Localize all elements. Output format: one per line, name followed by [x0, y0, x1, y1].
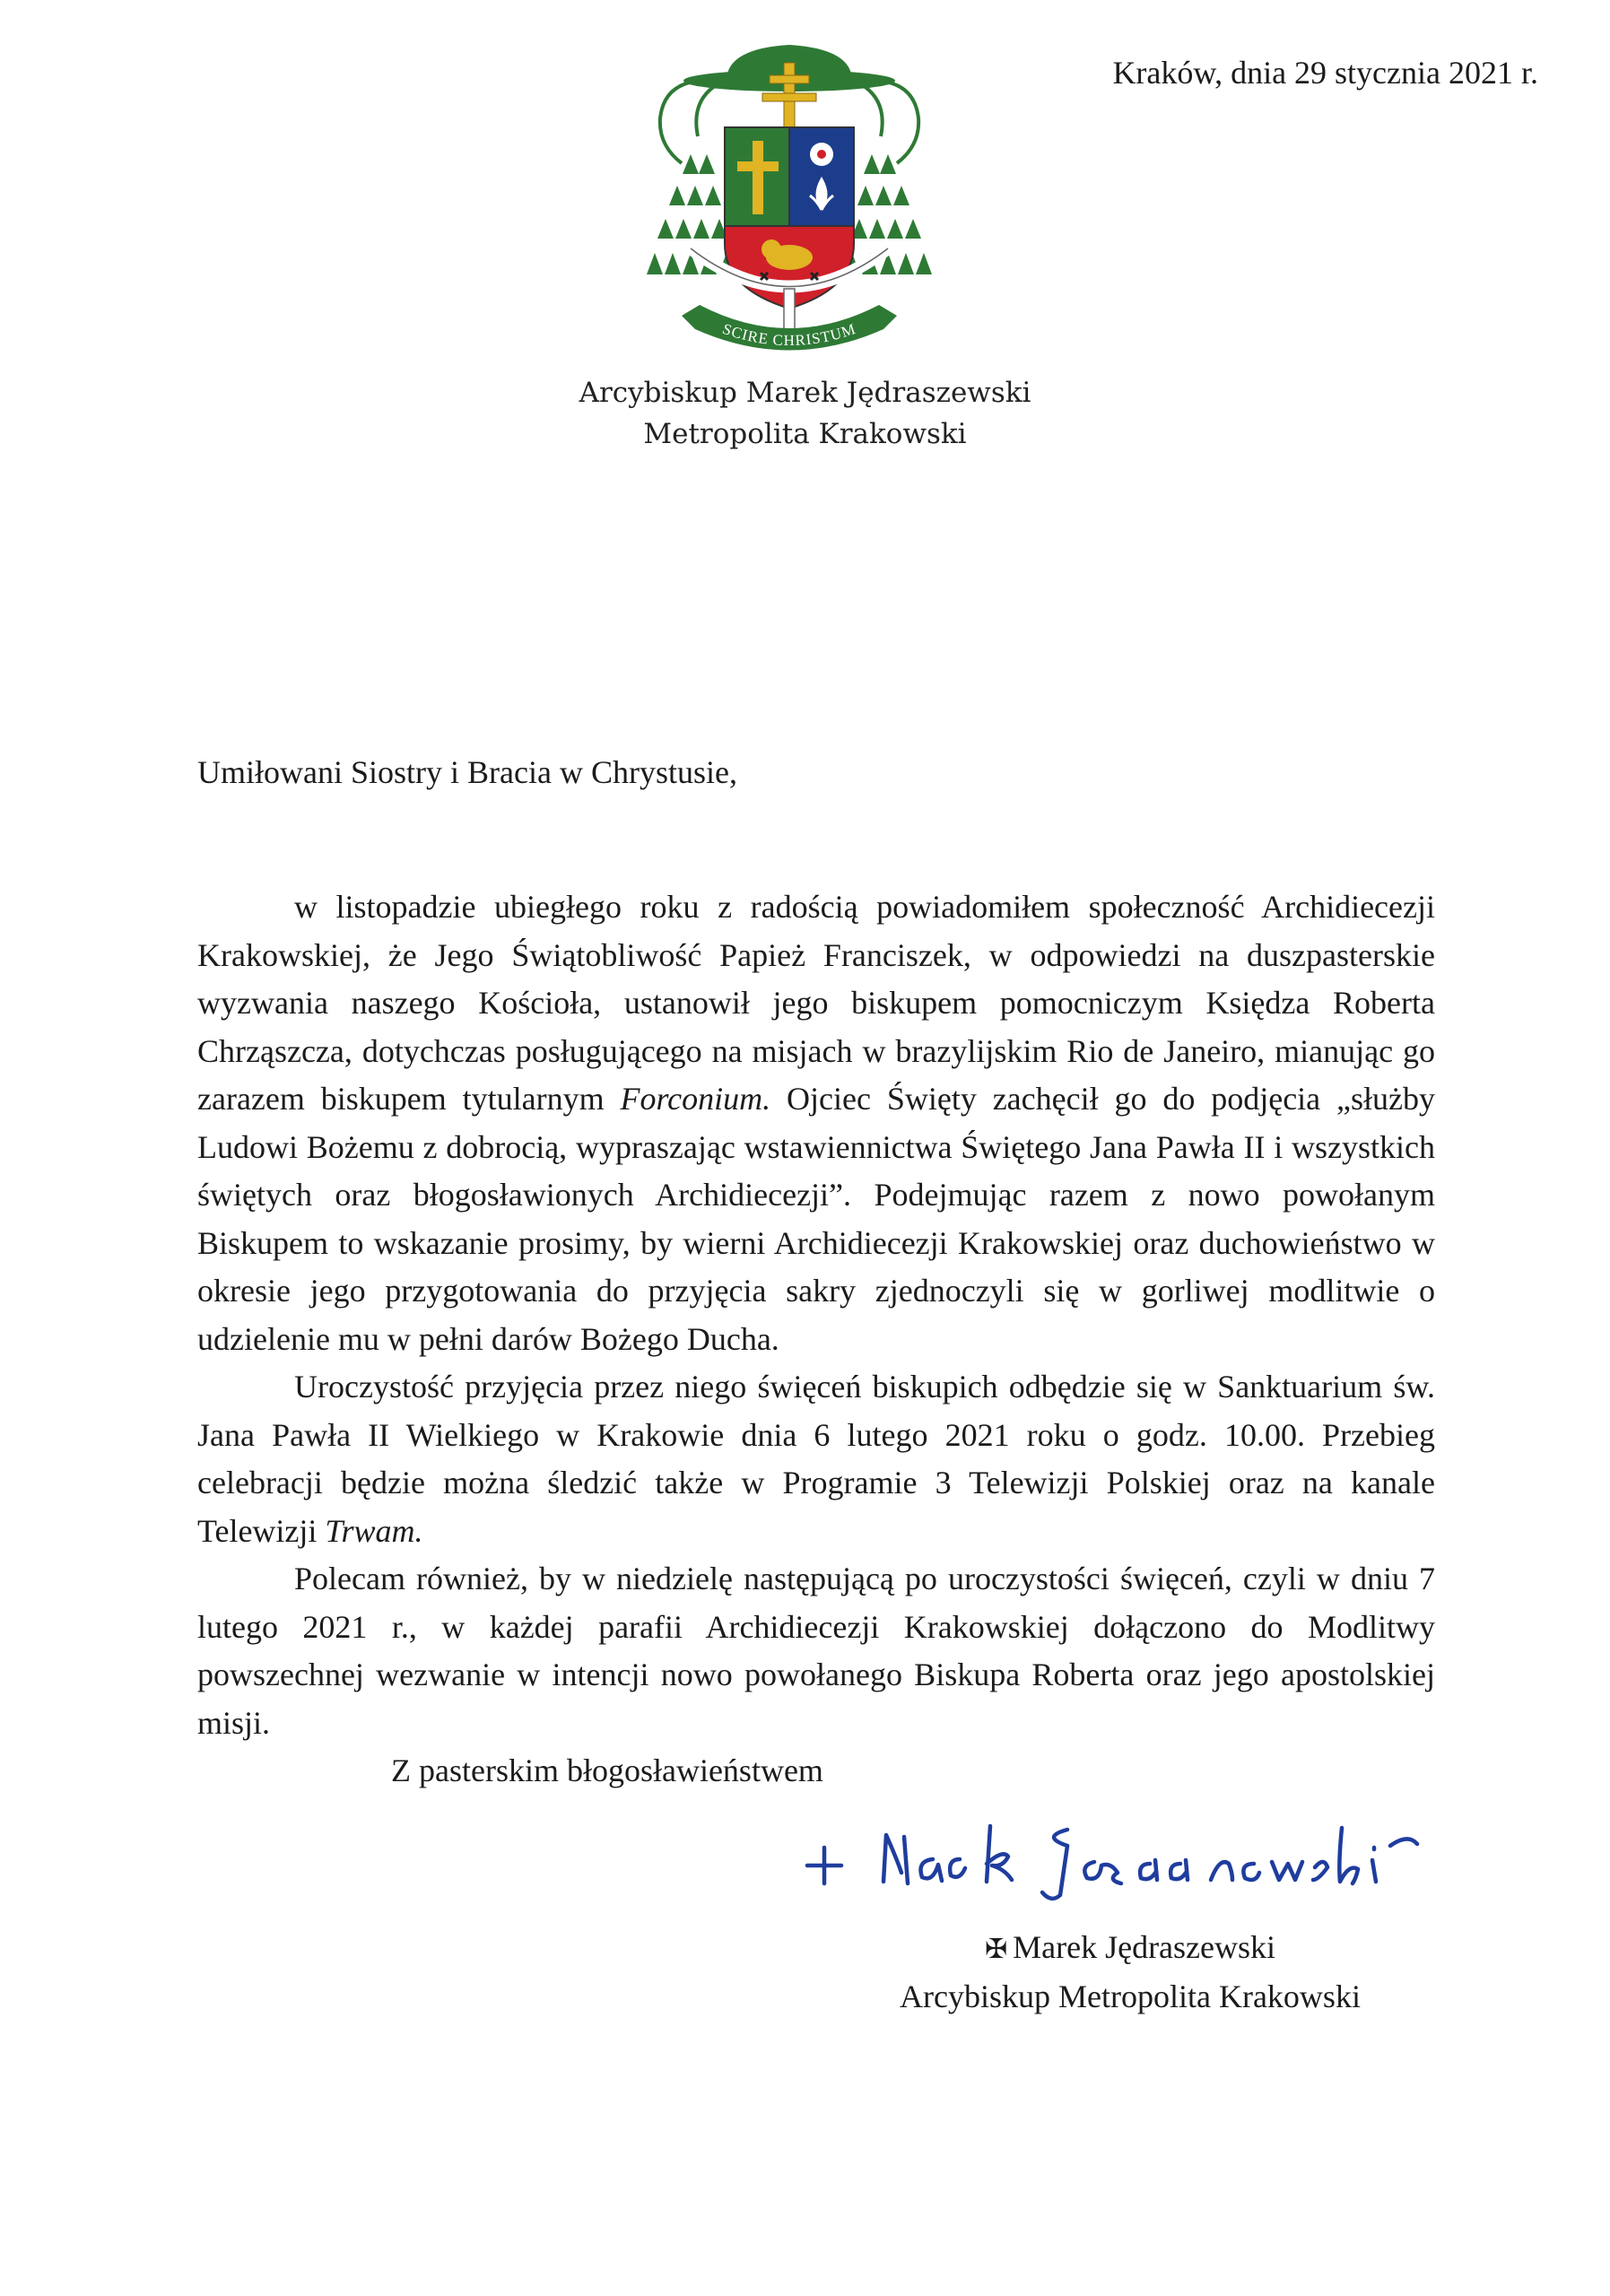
signer-title: Arcybiskup Metropolita Krakowski	[900, 1979, 1361, 2014]
paragraph-1	[197, 883, 1435, 1363]
issuer-name: Arcybiskup Marek Jędraszewski	[579, 377, 1031, 409]
paragraph-1-text-b: Ojciec Święty zachęcił go do podjęcia „służby Ludowi Bożemu z dobrocią, wypraszając wstawiennictwa Świętego Jana Pawła II i wszystkich świętych oraz błogosławionych Archidiecezji”. Podejmując razem z nowo powołanym Biskupem to wskazanie prosimy, by wierni Archidiecezji Krakowskiej oraz duchowieństwo w okresie jego przygotowania do przyjęcia sakry zjednoczyli się w gorliwej modlitwie o udzielenie mu w pełni darów Bożego Ducha.	[197, 1081, 1435, 1357]
letter-body	[197, 883, 1435, 1796]
coat-of-arms-icon	[628, 20, 951, 356]
paragraph-1-text-a: w listopadzie ubiegłego roku z radością powiadomiłem społeczność Archidiecezji Krakowskiej, że Jego Świątobliwość Papież Franciszek, w odpowiedzi na duszpasterskie wyzwania naszego Kościoła, ustanowił jego biskupem pomocniczym Księdza Roberta Chrząszcza, dotychczas posługującego na misjach w brazylijskim Rio de Janeiro, mianując go zarazem biskupem tytularnym	[197, 889, 1435, 1117]
letter-date: Kraków, dnia 29 stycznia 2021 r.	[1112, 55, 1538, 91]
issuer-title: Metropolita Krakowski	[643, 418, 967, 450]
paragraph-1-italic: Forconium.	[620, 1081, 771, 1117]
paragraph-2	[197, 1363, 1435, 1555]
closing-line: Z pasterskim błogosławieństwem	[391, 1752, 823, 1788]
paragraph-2-text: Uroczystość przyjęcia przez niego święceń biskupich odbędzie się w Sanktuarium św. Jana Pawła II Wielkiego w Krakowie dnia 6 lutego 2021 roku o godz. 10.00. Przebieg celebracji będzie można śledzić także w Programie 3 Telewizji Polskiej oraz na kanale Telewizji	[197, 1369, 1435, 1549]
handwritten-signature-icon	[798, 1810, 1444, 1909]
signer-name: Marek Jędraszewski	[1013, 1929, 1276, 1965]
salutation: Umiłowani Siostry i Bracia w Chrystusie,	[197, 754, 737, 790]
signer-name-line	[861, 1924, 1399, 1973]
episcopal-cross-icon: ✠	[984, 1934, 1008, 1965]
svg-text:SCIRE CHRISTUM: SCIRE CHRISTUM	[720, 319, 858, 350]
paragraph-3: Polecam również, by w niedzielę następującą po uroczystości święceń, czyli w dniu 7 lutego 2021 r., w każdej parafii Archidiecezji Krakowskiej dołączono do Modlitwy powszechnej wezwanie w intencji nowo powołanego Biskupa Roberta oraz jego apostolskiej misji.	[197, 1561, 1435, 1741]
paragraph-2-italic: Trwam.	[325, 1512, 423, 1549]
signer-block	[861, 1924, 1399, 2020]
issuer-block	[0, 372, 1610, 455]
